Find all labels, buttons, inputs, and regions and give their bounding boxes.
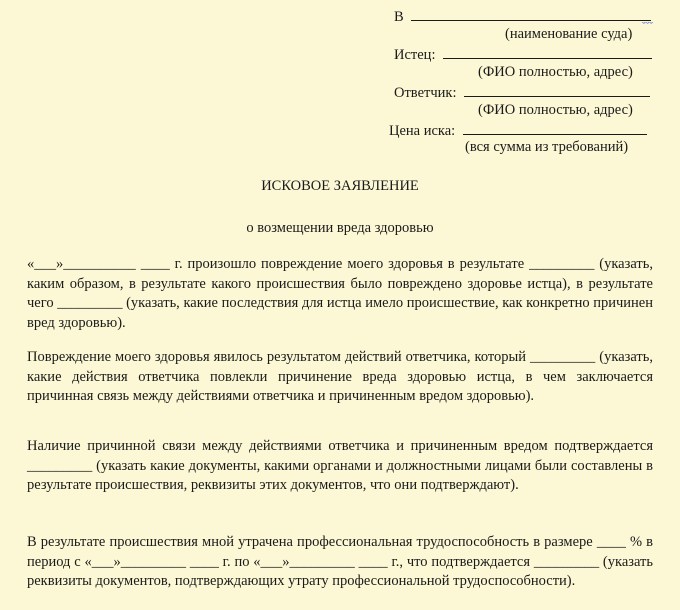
claim-label: Цена иска: [389,123,456,139]
court-hint: (наименование суда) [505,26,633,42]
defendant-blank [464,82,650,97]
defendant-label: Ответчик: [394,85,457,101]
plaintiff-label: Истец: [394,47,436,63]
claim-line [389,120,647,140]
plaintiff-hint: (ФИО полностью, адрес) [478,64,633,80]
document-subtitle: о возмещении вреда здоровью [246,220,434,236]
document-title: ИСКОВОЕ ЗАЯВЛЕНИЕ [261,178,419,194]
paragraph-defendant-actions: Повреждение моего здоровья явилось результатом действий ответчика, который _________ (указать, какие действия ответчика повлекли причинение вреда здоровью истца, в чем заключается причинная связь между действиями ответчика и причиненным вредом здоровью). [27,349,653,404]
defendant-hint: (ФИО полностью, адрес) [478,102,633,118]
spellcheck-mark-icon: ﹏ [642,13,653,25]
paragraph-work-capacity: В результате происшествия мной утрачена профессиональная трудоспособность в размере ____ % в период с «___»_________ ____ г. по «___»_________ ____ г., что подтверждается _________ (указать реквизиты документов, подтверждающих утрату профессиональной трудоспособности). [27,534,653,589]
paragraph-causation: Наличие причинной связи между действиями ответчика и причиненным вредом подтверждается _________ (указать какие документы, какими органами и должностными лицами были составлены в результате происшествия, реквизиты этих документов, что они подтверждают). [27,438,653,493]
claim-hint: (вся сумма из требований) [465,139,629,155]
plaintiff-blank [443,44,652,59]
plaintiff-line [394,44,652,64]
court-line [394,6,651,26]
court-prefix: В [394,9,404,25]
defendant-line [394,82,650,102]
claim-blank [463,120,647,135]
court-blank [411,6,651,21]
paragraph-incident: «___»__________ ____ г. произошло повреждение моего здоровья в результате _________ (указать, каким образом, в результате какого происшествия было повреждено здоровье истца), в результате чего _________ (указать, какие последствия для истца имело происшествие, как конкретно причинен вред здоровью). [27,256,653,331]
